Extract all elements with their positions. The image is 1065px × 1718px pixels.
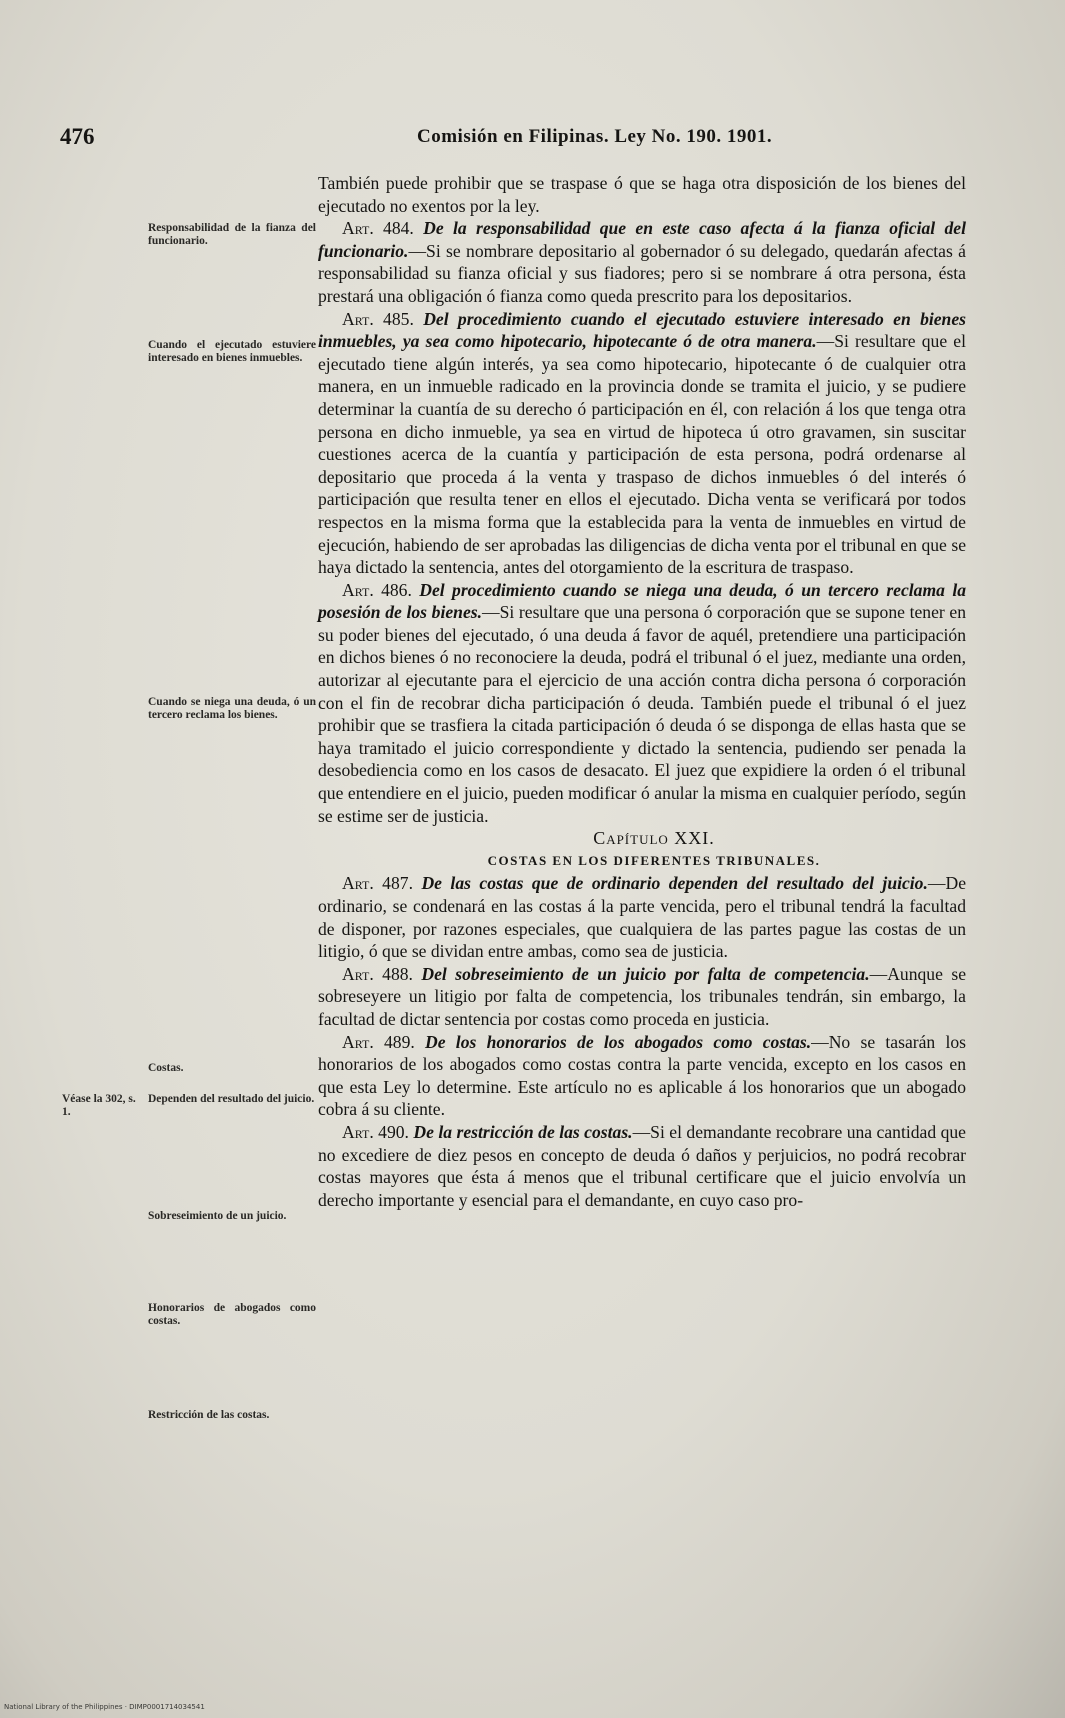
article-text: —Si resultare que una persona ó corporación que se supone tener en su poder bienes del ejecutado, ó una deuda á favor de aquél, pretendiere una participación en dichos bienes ó no reconociere la deuda, podrá el tribunal ó el juez, mediante una orden, autorizar al ejecutante para el ejercicio de una acción contra dicha persona ó corporación con el fin de recobrar dicha participación ó deuda. También puede el tribunal ó el juez prohibir que se trasfiera la citada participación ó deuda ó se disponga de ellas hasta que se haya tramitado el juicio correspondiente y dictado la sentencia, pudiendo ser penada la desobediencia como en los casos de desacato. El juez que expidiere la orden ó el tribunal que entendiere en el juicio, pueden modificar ó anular la misma en cualquier período, según se estime ser de justicia. xyxy=(318,602,967,826)
article-number: Art. 487. xyxy=(342,873,413,894)
article-number: Art. 488. xyxy=(342,963,413,984)
article-number: Art. 484. xyxy=(342,218,414,239)
article-title: Del procedimiento cuando el ejecutado estuviere interesado en bienes inmuebles, ya sea como hipotecario, hipotecante ó de otra manera. xyxy=(318,308,966,352)
side-note-niega-deuda: Cuando se niega una deuda, ó un tercero reclama los bienes. xyxy=(148,696,316,721)
side-note-responsabilidad: Responsabilidad de la fianza del funcionario. xyxy=(148,222,316,247)
article-text: —Si el demandante recobrare una cantidad que no excediere de diez pesos en concepto de deuda ó daños y perjuicios, no podrá recobrar costas mayores que ésta á menos que el tribunal certificare que el juicio envolvía un derecho importante y esencial para el demandante, en cuyo caso pro- xyxy=(318,1121,966,1210)
article-485 xyxy=(318,308,966,579)
article-title: De la responsabilidad que en este caso afecta á la fianza oficial del funcionario. xyxy=(318,218,966,261)
article-486 xyxy=(318,579,966,828)
article-number: Art. 490. xyxy=(342,1121,409,1142)
article-title: De los honorarios de los abogados como costas. xyxy=(425,1031,812,1052)
chapter-subheading: COSTAS EN LOS DIFERENTES TRIBUNALES. xyxy=(487,852,821,868)
article-title: Del sobreseimiento de un juicio por falta de competencia. xyxy=(421,963,870,984)
side-note-restriccion: Restricción de las costas. xyxy=(148,1409,270,1421)
page-number: 476 xyxy=(60,124,95,149)
article-title: Del procedimiento cuando se niega una deuda, ó un tercero reclama la posesión de los bienes. xyxy=(318,579,966,623)
running-head: Comisión en Filipinas. Ley No. 190. 1901. xyxy=(417,126,773,147)
side-note-honorarios: Honorarios de abogados como costas. xyxy=(148,1302,316,1327)
side-note-ejecutado-interesado: Cuando el ejecutado estuviere interesado en bienes inmuebles. xyxy=(148,339,316,364)
article-487 xyxy=(318,872,966,962)
side-note-costas: Costas. xyxy=(148,1062,184,1074)
body-text xyxy=(318,172,966,1211)
article-text: —No se tasarán los honorarios de los abogados como costas contra la parte vencida, excepto en los casos en que esta Ley lo determine. Este artículo no es aplicable á los honorarios que un abogado cobra á su cliente. xyxy=(318,1031,967,1120)
article-number: Art. 489. xyxy=(342,1031,415,1052)
article-title: De la restricción de las costas. xyxy=(413,1121,633,1142)
article-489 xyxy=(318,1031,966,1121)
article-number: Art. 485. xyxy=(342,308,414,329)
article-number: Art. 486. xyxy=(342,579,412,600)
article-490 xyxy=(318,1121,966,1211)
article-488 xyxy=(318,963,966,1031)
cross-reference-note: Véase la 302, s. 1. xyxy=(62,1093,136,1118)
side-note-dependen: Dependen del resultado del juicio. xyxy=(148,1093,315,1105)
article-text: —Aunque se sobreseyere un litigio por falta de competencia, los tribunales tendrán, sin embargo, la facultad de dictar sentencia por costas como proceda en justicia. xyxy=(318,963,967,1029)
article-text: —Si se nombrare depositario al gobernador ó su delegado, quedarán afectas á responsabilidad su fianza oficial y sus fiadores; pero si se nombrare á otra persona, ésta prestará una obligación ó fianza como queda prescrito para los depositarios. xyxy=(318,240,966,306)
article-484 xyxy=(318,217,966,307)
footer-credit: National Library of the Philippines · DIMP0001714034541 xyxy=(4,1703,205,1711)
intro-paragraph: También puede prohibir que se traspase ó que se haga otra disposición de los bienes del ejecutado no exentos por la ley. xyxy=(318,173,966,216)
article-text: —De ordinario, se condenará en las costas á la parte vencida, pero el tribunal tendrá la facultad de disponer, por razones especiales, que cualquiera de las partes pague las costas de un litigio, ó que se dividan entre ambas, como sea de justicia. xyxy=(318,873,966,962)
chapter-heading: Capítulo XXI. xyxy=(593,828,715,849)
side-note-sobreseimiento: Sobreseimiento de un juicio. xyxy=(148,1210,287,1222)
article-text: —Si resultare que el ejecutado tiene algún interés, ya sea como hipotecario, hipotecante ó de cualquier otra manera, en un inmueble radicado en la provincia donde se tramita el juicio, y se pudiere determinar la cuantía de su derecho ó participación en él, con relación á los que tenga otra persona en dicho inmueble, ya sea en virtud de hipoteca ú otro gravamen, sin suscitar cuestiones acerca de la cuantía y participación de esta persona, podrá ordenarse al depositario que proceda á la venta y traspaso de dichos inmuebles ó del interés ó participación que resulta tener en ellos el ejecutado. Dicha venta se verificará por todos respectos en la misma forma que la establecida para la venta de inmuebles en virtud de ejecución, habiendo de ser aprobadas las diligencias de dicha venta por el tribunal en que se haya dictado la sentencia, antes del otorgamiento de la escritura de traspaso. xyxy=(318,331,966,578)
article-title: De las costas que de ordinario dependen del resultado del juicio. xyxy=(421,873,928,894)
